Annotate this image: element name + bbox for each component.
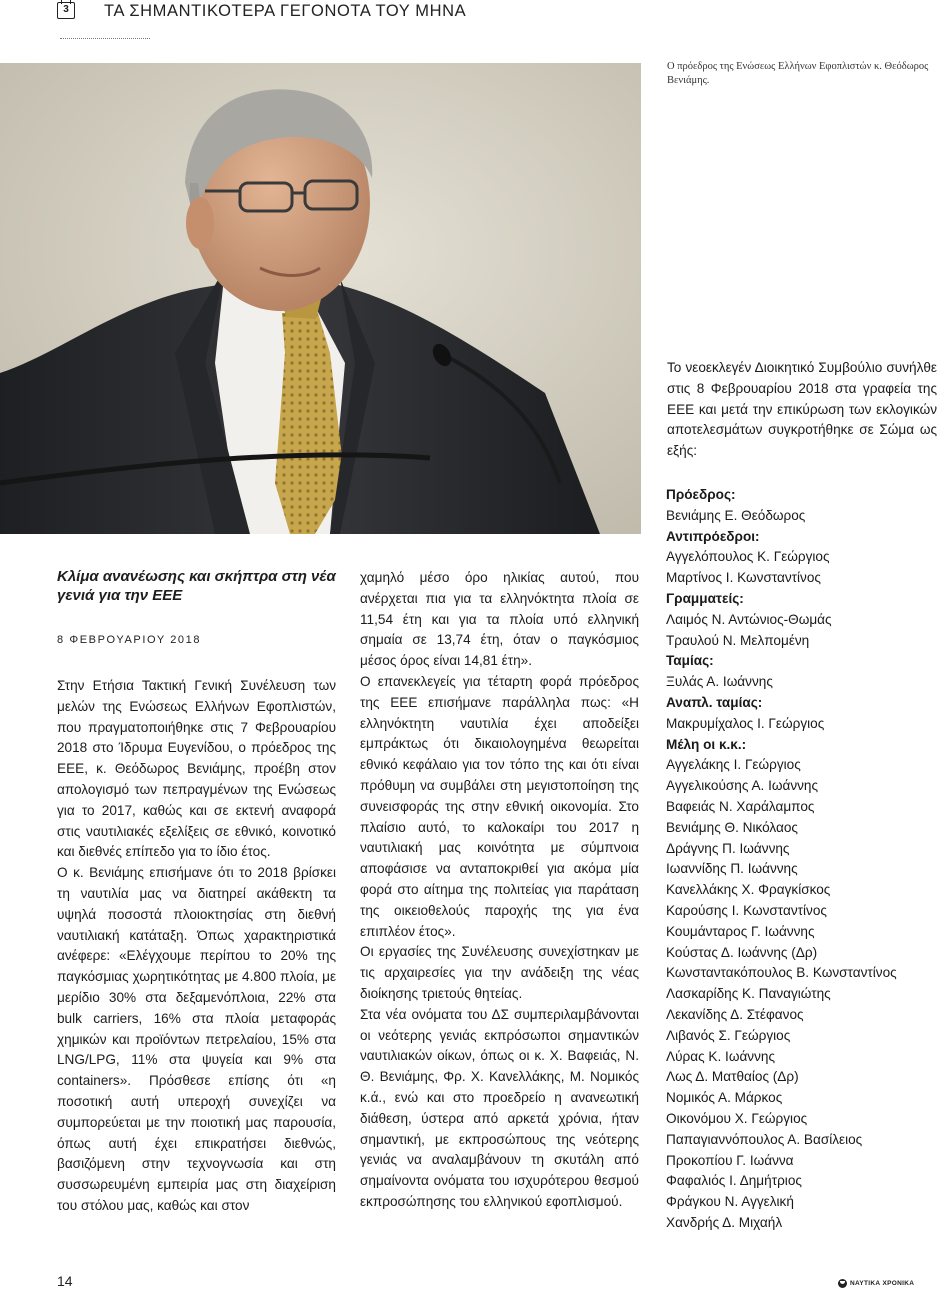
board-member: Τραυλού Ν. Μελπομένη — [666, 632, 810, 648]
board-member: Δράγνης Π. Ιωάννης — [666, 840, 790, 856]
board-member: Μακρυμίχαλος Ι. Γεώργιος — [666, 715, 825, 731]
article-date: 8 ΦΕΒΡΟΥΑΡΙΟΥ 2018 — [57, 634, 202, 646]
board-member: Κουμάνταρος Γ. Ιωάννης — [666, 923, 815, 939]
article-column-2 — [360, 568, 639, 1213]
section-title: ΤΑ ΣΗΜΑΝΤΙΚΟΤΕΡΑ ΓΕΓΟΝΟΤΑ ΤΟΥ ΜΗΝΑ — [104, 2, 467, 20]
board-member: Αγγελόπουλος Κ. Γεώργιος — [666, 549, 830, 565]
board-role-heading: Ταμίας: — [666, 653, 714, 669]
board-member: Κούστας Δ. Ιωάννης (Δρ) — [666, 944, 818, 960]
photo-caption: Ο πρόεδρος της Ενώσεως Ελλήνων Εφοπλιστών κ. Θεόδωρος Βενιάμης. — [667, 61, 929, 86]
board-member: Παπαγιαννόπουλος Α. Βασίλειος — [666, 1131, 863, 1147]
board-intro: Το νεοεκλεγέν Διοικητικό Συμβούλιο συνήλθε στις 8 Φεβρουαρίου 2018 στα γραφεία της ΕΕΕ και μετά την επικύρωση των εκλογικών αποτελεσμάτων συγκροτήθηκε σε Σώμα ως εξής: — [667, 360, 937, 459]
board-member: Λως Δ. Ματθαίος (Δρ) — [666, 1069, 799, 1085]
president-photo — [0, 63, 641, 534]
board-member: Λασκαρίδης Κ. Παναγιώτης — [666, 986, 831, 1002]
board-member: Λεκανίδης Δ. Στέφανος — [666, 1006, 804, 1022]
section-number-icon: 3 — [57, 2, 75, 19]
publication-brand — [838, 1279, 914, 1288]
article-paragraph: Οι εργασίες της Συνέλευσης συνεχίστηκαν με τις αρχαιρεσίες για την ανάδειξη της νέας διοίκησης τριετούς θητείας. — [360, 944, 639, 1001]
board-member: Προκοπίου Γ. Ιωάννα — [666, 1152, 794, 1168]
board-member: Ιωαννίδης Π. Ιωάννης — [666, 861, 798, 877]
board-list — [666, 485, 946, 1234]
board-role-heading: Πρόεδρος: — [666, 487, 736, 502]
page-number: 14 — [57, 1273, 73, 1289]
brand-name: ΝΑΥΤΙΚΑ ΧΡΟΝΙΚΑ — [850, 1280, 915, 1287]
board-member: Βενιάμης Ε. Θεόδωρος — [666, 507, 806, 523]
board-member: Αγγελάκης Ι. Γεώργιος — [666, 757, 801, 773]
board-role-heading: Αναπλ. ταμίας: — [666, 694, 763, 710]
board-member: Κανελλάκης Χ. Φραγκίσκος — [666, 882, 831, 898]
board-member: Νομικός Α. Μάρκος — [666, 1090, 783, 1106]
board-member: Φαφαλιός Ι. Δημήτριος — [666, 1173, 802, 1189]
board-role-heading: Μέλη οι κ.κ.: — [666, 736, 747, 752]
board-member: Καρούσης Ι. Κωνσταντίνος — [666, 902, 827, 918]
board-member: Κωνσταντακόπουλος Β. Κωνσταντίνος — [666, 965, 897, 981]
board-member: Αγγελικούσης Α. Ιωάννης — [666, 778, 819, 794]
board-member: Μαρτίνος Ι. Κωνσταντίνος — [666, 570, 821, 586]
article-paragraph: Ο επανεκλεγείς για τέταρτη φορά πρόεδρος της ΕΕΕ επισήμανε παράλληλα πως: «Η ελληνόκτητη ναυτιλία έχει αποδείξει εμπράκτως ότι δικαιολογημένα θεωρείται εθνικό κεφάλαιο για τον τόπο της και ότι είναι πρόθυμη να συμβάλει στη μεγιστοποίηση της συνεισφοράς της στην εθνική οικονομία. Στο πλαίσιο αυτό, το καλοκαίρι του 2017 η ναυτιλιακή μας κοινότητα με σύμπνοια αποφάσισε να ανταποκριθεί για ακόμα μία φορά στο αίτημα της πολιτείας για παράταση της οικειοθελούς παροχής της για ένα επιπλέον έτος». — [360, 673, 639, 939]
article-paragraph: Στην Ετήσια Τακτική Γενική Συνέλευση των μελών της Ενώσεως Ελλήνων Εφοπλιστών, που πραγματοποιήθηκε στις 7 Φεβρουαρίου 2018 στο Ίδρυμα Ευγενίδου, ο πρόεδρος της ΕΕΕ, κ. Θεόδωρος Βενιάμης, προέβη στον απολογισμό των πεπραγμένων της Ενώσεως για το 2017, καθώς και σε εκτενή αναφορά στις ναυτιλιακές εξελίξεις σε εθνικό, κοινοτικό και διεθνές επίπεδο για το ίδιο έτος. — [57, 678, 336, 860]
board-member: Οικονόμου Χ. Γεώργιος — [666, 1110, 808, 1126]
board-role-heading: Αντιπρόεδροι: — [666, 528, 760, 544]
board-member: Φράγκου Ν. Αγγελική — [666, 1194, 794, 1210]
board-member: Βαφειάς Ν. Χαράλαμπος — [666, 798, 815, 814]
board-member: Ξυλάς Α. Ιωάννης — [666, 674, 773, 690]
board-member: Λιβανός Σ. Γεώργιος — [666, 1027, 791, 1043]
board-member: Λαιμός Ν. Αντώνιος-Θωμάς — [666, 611, 832, 627]
article-paragraph: Ο κ. Βενιάμης επισήμανε ότι το 2018 βρίσκει τη ναυτιλία μας να διατηρεί ακάθεκτη τα υψηλά ποσοστά πλοιοκτησίας στη διεθνή ναυτιλιακή κατάταξη. Όπως χαρακτηριστικά ανέφερε: «Ελέγχουμε περίπου το 20% της παγκόσμιας χωρητικότητας με 4.800 πλοία, με μερίδιο 30% στα δεξαμενόπλοια, 22% στα bulk carriers, 16% στα πλοία μεταφοράς χημικών και προϊόντων πετρελαίου, 15% στα LNG/LPG, 11% στα ψυγεία και 9% στα containers». Πρόσθεσε επίσης ότι «η ποσοτική αυτή υπεροχή συνεχίζει να συμπορεύεται με την ποιοτική μας παρουσία, όπως αυτή έχει επικρατήσει διεθνώς, βασιζόμενη στην τεχνογνωσία και στη συσσωρευμένη εμπειρία μας στη διαχείριση του στόλου μας, καθώς και στον — [57, 865, 336, 1213]
header-divider — [60, 38, 150, 39]
article-column-1 — [57, 676, 336, 1217]
board-member: Βενιάμης Θ. Νικόλαος — [666, 819, 798, 835]
article-headline: Κλίμα ανανέωσης και σκήπτρα στη νέα γενιά για την ΕΕΕ — [57, 568, 336, 604]
board-role-heading: Γραμματείς: — [666, 590, 744, 606]
article-paragraph: Στα νέα ονόματα του ΔΣ συμπεριλαμβάνονται οι νεότερης γενιάς εκπρόσωποι σημαντικών ναυτιλιακών οίκων, όπως οι κ. Χ. Βαφειάς, Ν. Θ. Βενιάμης, Φρ. Χ. Κανελλάκης, Μ. Νομικός κ.ά., ενώ και στο προεδρείο η ανανεωτική διάθεση, ύστερα από αρκετά χρόνια, ήταν σημαντική, με εκπροσώπους της νεότερης γενιάς να αναλαμβάνουν τη σκυτάλη από σημαίνοντα ονόματα του ισχυρότερου θεσμού εκπροσώπησης του ελληνικού εφοπλισμού. — [360, 1006, 639, 1209]
board-member: Λύρας Κ. Ιωάννης — [666, 1048, 776, 1064]
article-paragraph: χαμηλό μέσο όρο ηλικίας αυτού, που ανέρχεται πια για τα ελληνόκτητα πλοία σε 11,54 έτη και για τα πλοία υπό ελληνική σημαία σε 13,74 έτη, όταν ο παγκόσμιος μέσος όρος είναι 14,81 έτη». — [360, 570, 639, 669]
brand-logo-icon — [838, 1279, 847, 1288]
board-member: Χανδρής Δ. Μιχαήλ — [666, 1214, 783, 1230]
